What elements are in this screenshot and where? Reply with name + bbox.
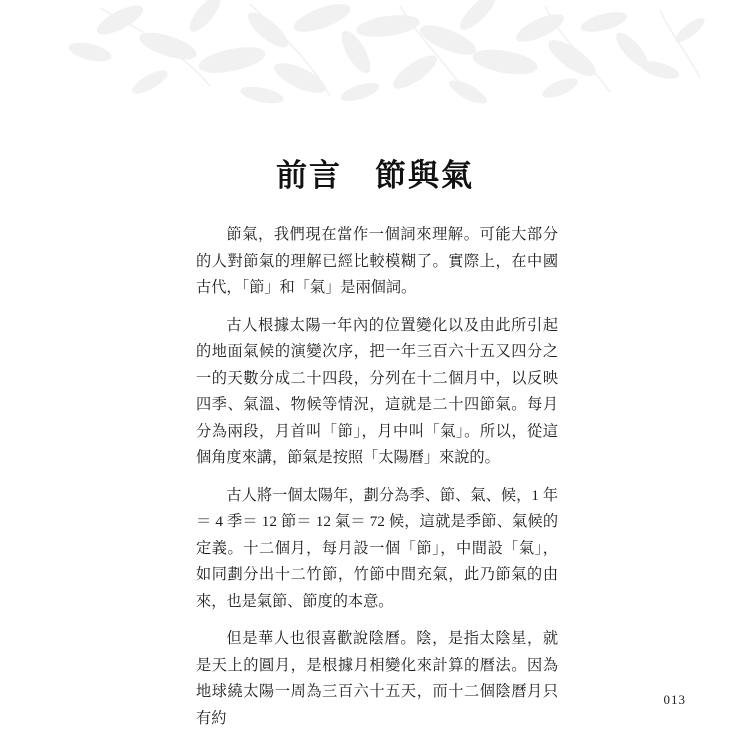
paragraph-1: 節氣，我們現在當作一個詞來理解。可能大部分的人對節氣的理解已經比較模糊了。實際上，在中國古代，「節」和「氣」是兩個詞。 [196, 226, 558, 296]
leaf-ornament-band [0, 0, 750, 120]
paragraph-2: 古人根據太陽一年內的位置變化以及由此所引起的地面氣候的演變次序，把一年三百六十五又四分之一的天數分成二十四段，分列在十二個月中，以反映四季、氣溫、物候等情況，這就是二十四節氣。每月分為兩段，月首叫「節」，月中叫「氣」。所以，從這個角度來講，節氣是按照「太陽曆」來說的。 [196, 316, 558, 466]
body-text [196, 222, 558, 743]
paragraph-3: 古人將一個太陽年，劃分為季、節、氣、候，1 年＝ 4 季＝ 12 節＝ 12 氣＝ 72 候，這就是季節、氣候的定義。十二個月，每月設一個「節」，中間設「氣」，如同劃分出十二竹節，竹節中間充氣，此乃節氣的由來，也是氣節、節度的本意。 [196, 486, 558, 610]
paragraph-4: 但是華人也很喜歡說陰曆。陰，是指太陰星，就是天上的圓月，是根據月相變化來計算的曆法。因為地球繞太陽一周為三百六十五天，而十二個陰曆月只有約 [196, 630, 558, 727]
page-number: 013 [663, 692, 686, 707]
page-title: 前言 節與氣 [276, 158, 474, 194]
